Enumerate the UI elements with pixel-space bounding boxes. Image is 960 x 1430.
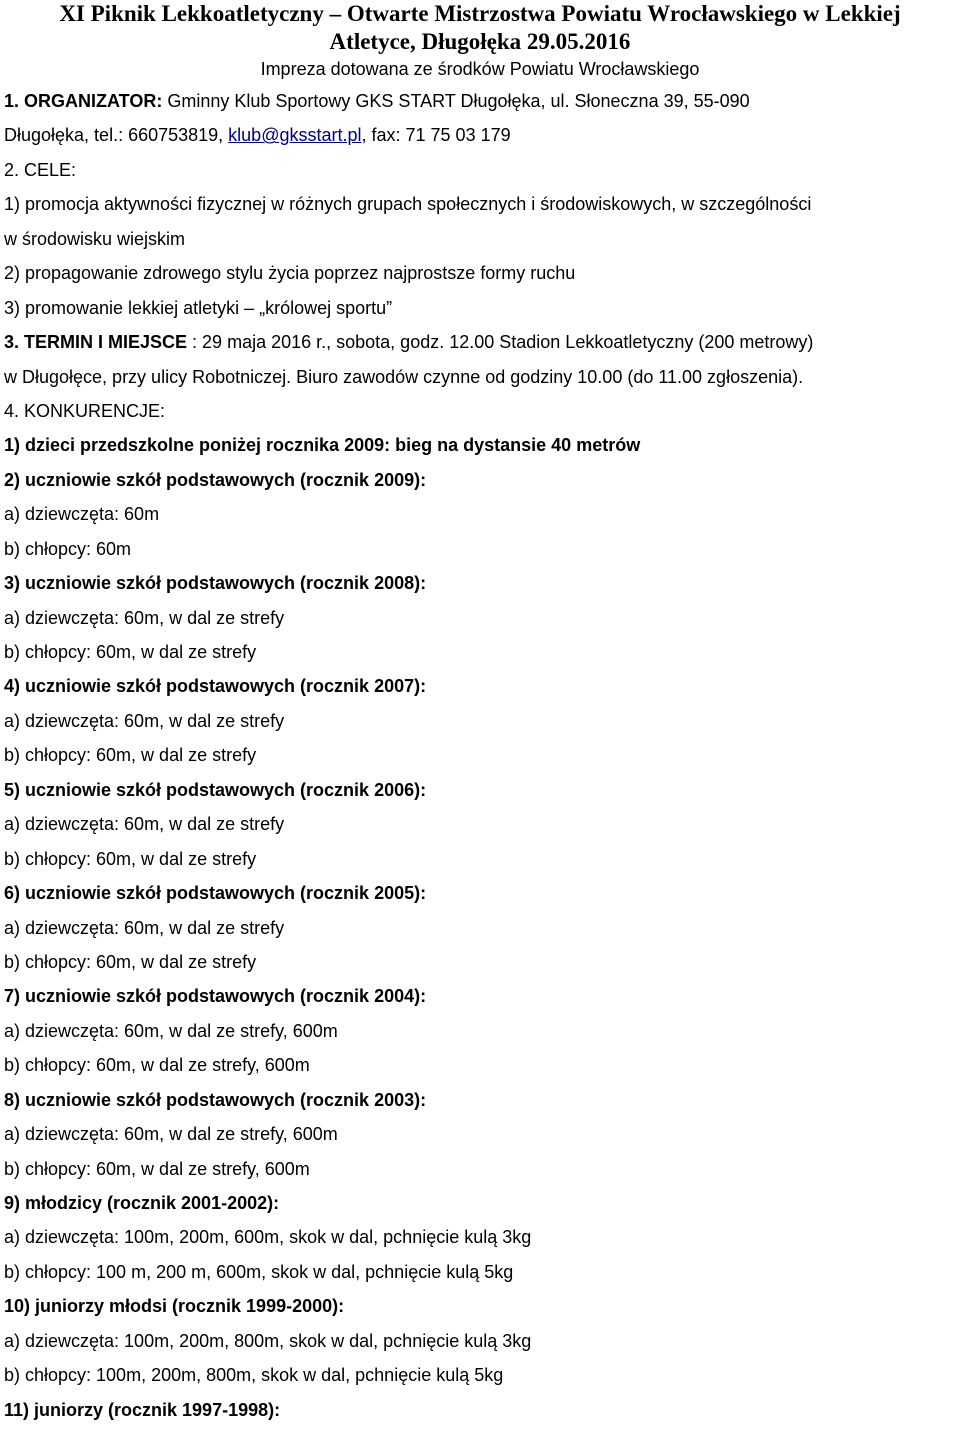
competition-events-girls: a) dziewczęta: 60m, w dal ze strefy, 600m [4,1020,338,1041]
competition-events-girls: a) dziewczęta: 60m [4,504,160,525]
document-title-line-1: XI Piknik Lekkoatletyczny – Otwarte Mistrzostwa Powiatu Wrocławskiego w Lekkiej [59,1,901,26]
competition-category: 11) juniorzy (rocznik 1997-1998): [4,1399,281,1420]
goal-item: 1) promocja aktywności fizycznej w różnych grupach społecznych i środowiskowych, w szczególności [4,194,812,215]
competition-events-boys: b) chłopcy: 60m, w dal ze strefy [4,951,257,972]
competition-events-girls: a) dziewczęta: 100m, 200m, 800m, skok w dal, pchnięcie kulą 3kg [4,1330,532,1351]
organizer-line-1 [4,84,956,118]
document-subtitle: Impreza dotowana ze środków Powiatu Wrocławskiego [260,59,700,79]
organizer-text-1: Gminny Klub Sportowy GKS START Długołęka, ul. Słoneczna 39, 55-090 [162,91,750,111]
venue-line-2: w Długołęce, przy ulicy Robotniczej. Biuro zawodów czynne od godziny 10.00 (do 11.00 zgłoszenia). [4,366,804,387]
organizer-text-2-pre: Długołęka, tel.: 660753819, [4,125,229,146]
competition-events-boys: b) chłopcy: 60m, w dal ze strefy, 600m [4,1158,310,1179]
competition-category: 1) dzieci przedszkolne poniżej rocznika 2009: bieg na dystansie 40 metrów [4,435,641,456]
venue-label: 3. TERMIN I MIEJSCE [4,332,188,353]
competition-events-boys: b) chłopcy: 60m, w dal ze strefy [4,745,257,766]
competition-events-girls: a) dziewczęta: 60m, w dal ze strefy [4,814,285,835]
competition-category: 2) uczniowie szkół podstawowych (rocznik 2009): [4,469,427,490]
competition-events-girls: a) dziewczęta: 60m, w dal ze strefy, 600m [4,1124,338,1145]
competition-events-girls: a) dziewczęta: 60m, w dal ze strefy [4,917,285,938]
competition-category: 5) uczniowie szkół podstawowych (rocznik 2006): [4,779,427,800]
competition-events-girls: a) dziewczęta: 60m, w dal ze strefy [4,710,285,731]
competition-events-boys: b) chłopcy: 60m, w dal ze strefy, 600m [4,1055,310,1076]
organizer-label: 1. ORGANIZATOR: [4,91,163,111]
competition-category: 9) młodzicy (rocznik 2001-2002): [4,1193,280,1213]
organizer-email-link[interactable]: klub@gksstart.pl [228,125,362,146]
competition-category: 3) uczniowie szkół podstawowych (rocznik 2008): [4,573,427,594]
competition-category: 8) uczniowie szkół podstawowych (rocznik 2003): [4,1089,427,1110]
goal-item: w środowisku wiejskim [4,228,186,249]
document-header [0,0,960,80]
competitions-heading: 4. KONKURENCJE: [4,400,166,421]
goal-item: 2) propagowanie zdrowego stylu życia poprzez najprostsze formy ruchu [4,263,576,284]
competition-events-boys: b) chłopcy: 100 m, 200 m, 600m, skok w dal, pchnięcie kulą 5kg [4,1261,514,1282]
document-body [4,84,956,1427]
competition-category: 6) uczniowie szkół podstawowych (rocznik 2005): [4,883,427,904]
competition-events-girls: a) dziewczęta: 60m, w dal ze strefy [4,607,285,628]
goal-item: 3) promowanie lekkiej atletyki – „królowej sportu” [4,297,393,318]
competition-events-girls: a) dziewczęta: 100m, 200m, 600m, skok w dal, pchnięcie kulą 3kg [4,1227,532,1248]
competition-events-boys: b) chłopcy: 60m, w dal ze strefy [4,642,257,662]
competition-category: 10) juniorzy młodsi (rocznik 1999-2000): [4,1296,345,1317]
competition-category: 7) uczniowie szkół podstawowych (rocznik 2004): [4,986,427,1007]
competition-category: 4) uczniowie szkół podstawowych (rocznik 2007): [4,676,427,697]
document-title-line-2: Atletyce, Długołęka 29.05.2016 [329,29,631,54]
venue-text-1: : 29 maja 2016 r., sobota, godz. 12.00 Stadion Lekkoatletyczny (200 metrowy) [187,332,814,353]
venue-line-1 [4,325,956,359]
competition-events-boys: b) chłopcy: 100m, 200m, 800m, skok w dal, pchnięcie kulą 5kg [4,1365,504,1386]
competition-events-boys: b) chłopcy: 60m, w dal ze strefy [4,848,257,869]
organizer-text-2-post: , fax: 71 75 03 179 [361,125,511,146]
organizer-line-2 [4,118,956,152]
competition-events-boys: b) chłopcy: 60m [4,538,132,559]
goals-heading: 2. CELE: [4,159,77,180]
